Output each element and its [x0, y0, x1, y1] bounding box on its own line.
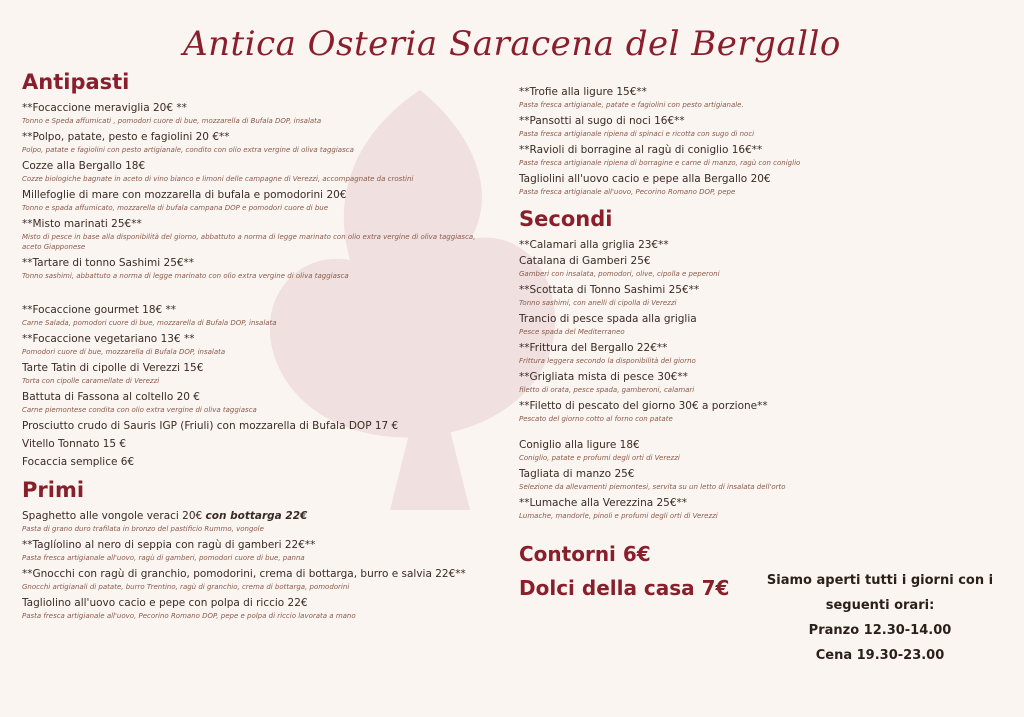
- menu-item-name: **Misto marinati 25€**: [22, 218, 142, 230]
- menu-item-name: Tagliolino all'uovo cacio e pepe con polpa di riccio 22€: [22, 597, 308, 609]
- menu-item-desc: Tonno e spada affumicato, mozzarella di bufala campana DOP e pomodori cuore di bue: [22, 204, 329, 212]
- menu-item-name: **Lumache alla Verezzina 25€**: [519, 497, 688, 509]
- hours-cena: Cena 19.30-23.00: [815, 648, 945, 663]
- right-column: [519, 84, 829, 605]
- section-secondi-heading: Secondi: [519, 207, 613, 231]
- hours-pranzo: Pranzo 12.30-14.00: [808, 623, 952, 638]
- menu-item-desc: Cozze biologiche bagnate in aceto di vino bianco e limoni delle campagne di Verezzi, accompagnate da crostini: [22, 175, 414, 183]
- section-antipasti-heading: Antipasti: [22, 70, 130, 94]
- menu-item-name: **Trofie alla ligure 15€**: [519, 86, 647, 98]
- menu-item-name-emphasis: con bottarga 22€: [205, 510, 308, 522]
- menu-item-name: **Ravioli di borragine al ragù di coniglio 16€**: [519, 144, 763, 156]
- menu-item-name: Focaccia semplice 6€: [22, 456, 135, 468]
- menu-item-desc: Gnocchi artigianali di patate, burro Trentino, ragù di granchio, crema di bottarga, pomodorini: [22, 583, 350, 591]
- menu-item-name: Tagliata di manzo 25€: [519, 468, 635, 480]
- primi-list: [22, 508, 492, 621]
- menu-item-name: **Tartare di tonno Sashimi 25€**: [22, 257, 195, 269]
- primi-continued-list: [519, 84, 829, 197]
- menu-item-desc: Tonno e Speda affumicati , pomodori cuore di bue, mozzarella di Bufala DOP, insalata: [22, 117, 322, 125]
- section-primi-heading: Primi: [22, 478, 85, 502]
- contorni-price: Contorni 6€: [519, 542, 651, 566]
- menu-item-desc: Frittura leggera secondo la disponibilità del giorno: [519, 357, 696, 365]
- hours-line-2: seguenti orari:: [825, 598, 935, 613]
- opening-hours: [760, 568, 1000, 668]
- menu-item-desc: Lumache, mandorle, pinoli e profumi degli orti di Verezzi: [519, 512, 718, 520]
- menu-item-desc: Torta con cipolle caramellate di Verezzi: [22, 377, 160, 385]
- menu-item-desc: Tonno sashimi, con anelli di cipolla di Verezzi: [519, 299, 677, 307]
- menu-item-desc: Pasta fresca artigianale, patate e fagiolini con pesto artigianale.: [519, 101, 744, 109]
- menu-item-name: Tagliolini all'uovo cacio e pepe alla Bergallo 20€: [519, 173, 771, 185]
- menu-item-name: **Focaccione meraviglia 20€ **: [22, 102, 187, 114]
- menu-item-desc: Pescato del giorno cotto al forno con patate: [519, 415, 673, 423]
- menu-item-name: **Taglíolino al nero di seppia con ragù di gamberi 22€**: [22, 539, 316, 551]
- menu-item-name: Prosciutto crudo di Sauris IGP (Friuli) con mozzarella di Bufala DOP 17 €: [22, 420, 399, 432]
- secondi-list-a: [519, 237, 829, 424]
- menu-item-desc: Carne Salada, pomodori cuore di bue, mozzarella di Bufala DOP, insalata: [22, 319, 277, 327]
- antipasti-list-a: [22, 100, 492, 281]
- menu-item-desc: Polpo, patate e fagiolini con pesto artigianale, condito con olio extra vergine di oliva taggiasca: [22, 146, 354, 154]
- dolci-price: Dolci della casa 7€: [519, 576, 730, 600]
- menu-item-name: **Focaccione vegetariano 13€ **: [22, 333, 195, 345]
- spacer: [519, 427, 829, 437]
- menu-item-desc: Misto di pesce in base alla disponibilità del giorno, abbattuto a norma di legge marinato con olio extra vergine di oliva taggiasca, aceto Giapponese: [22, 233, 476, 251]
- menu-item-desc: Pasta fresca artigianale all'uovo, ragù di gamberi, pomodori cuore di bue, panna: [22, 554, 305, 562]
- menu-item-desc: Gamberi con insalata, pomodori, olive, cipolla e peperoni: [519, 270, 720, 278]
- menu-item-name: Trancio di pesce spada alla griglia: [519, 313, 697, 325]
- menu-item-name: **Filetto di pescato del giorno 30€ a porzione**: [519, 400, 768, 412]
- menu-item-desc: Pasta fresca artigianale ripiena di spinaci e ricotta con sugo di noci: [519, 130, 755, 138]
- menu-item-name: **Pansotti al sugo di noci 16€**: [519, 115, 685, 127]
- menu-item-name: **Frittura del Bergallo 22€**: [519, 342, 668, 354]
- menu-item-name: Cozze alla Bergallo 18€: [22, 160, 146, 172]
- menu-item-name: Battuta di Fassona al coltello 20 €: [22, 391, 200, 403]
- menu-item-name-main: Spaghetto alle vongole veraci 20€: [22, 510, 206, 522]
- spacer: [22, 284, 492, 302]
- menu-item-desc: Coniglio, patate e profumi degli orti di Verezzi: [519, 454, 680, 462]
- menu-item-name: **Grigliata mista di pesce 30€**: [519, 371, 688, 383]
- menu-item-desc: Pesce spada del Mediterraneo: [519, 328, 625, 336]
- menu-item-desc: Carne piemontese condita con olio extra vergine di oliva taggiasca: [22, 406, 257, 414]
- menu-item-name: Coniglio alla ligure 18€: [519, 439, 640, 451]
- menu-item-name: **Focaccione gourmet 18€ **: [22, 304, 177, 316]
- menu-item-name: Tarte Tatin di cipolle di Verezzi 15€: [22, 362, 204, 374]
- menu-item-desc: Tonno sashimi, abbattuto a norma di legge marinato con olio extra vergine di oliva taggiasca: [22, 272, 349, 280]
- menu-item-name: **Gnocchi con ragù di granchio, pomodorini, crema di bottarga, burro e salvia 22€**: [22, 568, 466, 580]
- menu-item-name: **Polpo, patate, pesto e fagiolini 20 €**: [22, 131, 230, 143]
- menu-item-desc: Pasta fresca artigianale all'uovo, Pecorino Romano DOP, pepe e polpa di riccio lavorata a mano: [22, 612, 356, 620]
- antipasti-list-b: [22, 302, 492, 470]
- menu-item-desc: Selezione da allevamenti piemontesi, servita su un letto di insalata dell'orto: [519, 483, 786, 491]
- hours-line-1: Siamo aperti tutti i giorni con i: [766, 573, 994, 588]
- menu-item-name: Millefoglie di mare con mozzarella di bufala e pomodorini 20€: [22, 189, 347, 201]
- secondi-list-b: [519, 437, 829, 521]
- restaurant-title: Antica Osteria Saracena del Bergallo: [183, 24, 841, 64]
- left-column: [22, 70, 492, 624]
- menu-item-name: **Scottata di Tonno Sashimi 25€**: [519, 284, 700, 296]
- menu-item-name: Vitello Tonnato 15 €: [22, 438, 127, 450]
- menu-item-name: [22, 508, 492, 524]
- menu-item-desc: Pasta fresca artigianale all'uovo, Pecorino Romano DOP, pepe: [519, 188, 736, 196]
- menu-item-desc: filetto di orata, pesce spada, gamberoni, calamari: [519, 386, 695, 394]
- menu-item-name: Catalana di Gamberi 25€: [519, 255, 651, 267]
- menu-item-name: **Calamari alla griglia 23€**: [519, 239, 669, 251]
- menu-item-desc: Pasta fresca artigianale ripiena di borragine e carne di manzo, ragù con coniglio: [519, 159, 801, 167]
- menu-item-desc: Pasta di grano duro trafilata in bronzo del pastificio Rummo, vongole: [22, 525, 264, 533]
- menu-item-desc: Pomodori cuore di bue, mozzarella di Bufala DOP, insalata: [22, 348, 226, 356]
